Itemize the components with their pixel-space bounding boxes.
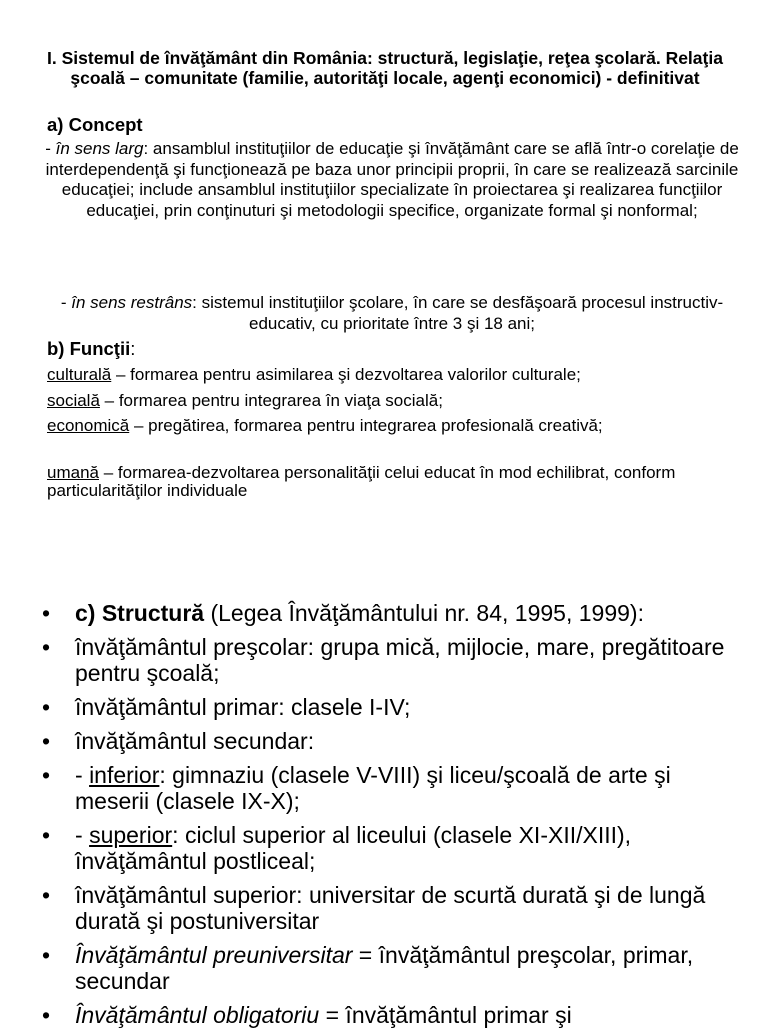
function-item-social xyxy=(47,392,747,410)
list-item-text: învăţământul primar: clasele I-IV; xyxy=(75,694,411,720)
function-item-human xyxy=(47,464,747,499)
bullet-glyph: • xyxy=(42,762,51,788)
functions-heading-colon: : xyxy=(130,338,136,359)
list-item xyxy=(0,882,768,934)
concept-narrow-paragraph xyxy=(44,293,740,334)
function-item-economic xyxy=(47,417,747,435)
concept-narrow-text: : sistemul instituţiilor şcolare, în care se desfăşoară procesul instructiv-educativ, cu prioritate între 3 şi 18 ani; xyxy=(192,293,724,333)
list-item-term: Învăţământul obligatoriu xyxy=(75,1002,320,1028)
function-text: – pregătirea, formarea pentru integrarea profesională creativă; xyxy=(129,416,603,435)
concept-broad-term: în sens larg xyxy=(55,139,144,158)
concept-broad-paragraph xyxy=(44,139,740,221)
list-item-prefix: - xyxy=(75,762,90,788)
list-item xyxy=(0,762,768,814)
function-text: – formarea pentru asimilarea şi dezvoltarea valorilor culturale; xyxy=(111,365,581,384)
function-text: – formarea pentru integrarea în viaţa socială; xyxy=(99,391,443,410)
list-item-text: = învăţământul preşcolar, primar, secundar xyxy=(75,942,694,994)
function-text: – formarea-dezvoltarea personalităţii celui educat în mod echilibrat, conform particularităţilor individuale xyxy=(47,463,676,500)
list-item xyxy=(0,1002,768,1028)
bullet-glyph: • xyxy=(42,728,51,754)
concept-broad-prefix: - xyxy=(45,139,56,158)
function-term: culturală xyxy=(47,365,112,384)
bullet-glyph: • xyxy=(42,882,51,908)
list-item-text: învăţământul secundar: xyxy=(75,728,315,754)
bullet-glyph: • xyxy=(42,942,51,968)
list-item-term: Învăţământul preuniversitar xyxy=(75,942,353,968)
bullet-glyph: • xyxy=(42,600,51,626)
function-item-cultural xyxy=(47,366,747,384)
bullet-glyph: • xyxy=(42,822,51,848)
structure-heading-item xyxy=(0,600,768,626)
structure-list xyxy=(0,600,768,1036)
list-item-term: superior xyxy=(89,822,173,848)
function-term: umană xyxy=(47,463,99,482)
bullet-glyph: • xyxy=(42,634,51,660)
function-term: economică xyxy=(47,416,130,435)
list-item-term: inferior xyxy=(89,762,160,788)
concept-heading: a) Concept xyxy=(47,114,143,135)
list-item-text: învăţământul preşcolar: grupa mică, mijlocie, mare, pregătitoare pentru şcoală; xyxy=(75,634,725,686)
list-item xyxy=(0,728,768,754)
list-item-text: : gimnaziu (clasele V-VIII) şi liceu/şcoală de arte şi meserii (clasele IX-X); xyxy=(75,762,671,814)
list-item xyxy=(0,694,768,720)
concept-broad-text: : ansamblul instituţiilor de educaţie şi învăţământ care se află într-o corelaţie de interdependenţă şi funcţionează pe baza unor principii proprii, în care se realizează sarcinile educaţiei; include ansamblul instituţiilor specializate în proiectarea şi realizarea funcţiilor educaţiei, prin conţinuturi şi metodologii specifice, organizate formal şi nonformal; xyxy=(45,139,739,220)
list-item-prefix: - xyxy=(75,822,90,848)
function-term: socială xyxy=(47,391,100,410)
functions-heading-label: b) Funcţii xyxy=(47,338,131,359)
structure-heading-label: c) Structură xyxy=(75,600,205,626)
page-title: I. Sistemul de învăţământ din România: structură, legislaţie, reţea şcolară. Relaţia şcoală – comunitate (familie, autorităţi locale, agenţi economici) - definitivat xyxy=(47,48,723,88)
concept-narrow-prefix: - xyxy=(60,293,72,312)
concept-narrow-term: în sens restrâns xyxy=(71,293,193,312)
functions-heading xyxy=(47,338,135,360)
list-item xyxy=(0,634,768,686)
list-item-text: : ciclul superior al liceului (clasele XI-XII/XIII), învăţământul postliceal; xyxy=(75,822,632,874)
structure-heading-rest: (Legea Învăţământului nr. 84, 1995, 1999): xyxy=(204,600,644,626)
bullet-glyph: • xyxy=(42,694,51,720)
list-item-text: învăţământul superior: universitar de scurtă durată şi de lungă durată şi postuniversitar xyxy=(75,882,706,934)
list-item-text: = învăţământul primar şi xyxy=(319,1002,572,1028)
list-item xyxy=(0,942,768,994)
list-item xyxy=(0,822,768,874)
bullet-glyph: • xyxy=(42,1002,51,1028)
